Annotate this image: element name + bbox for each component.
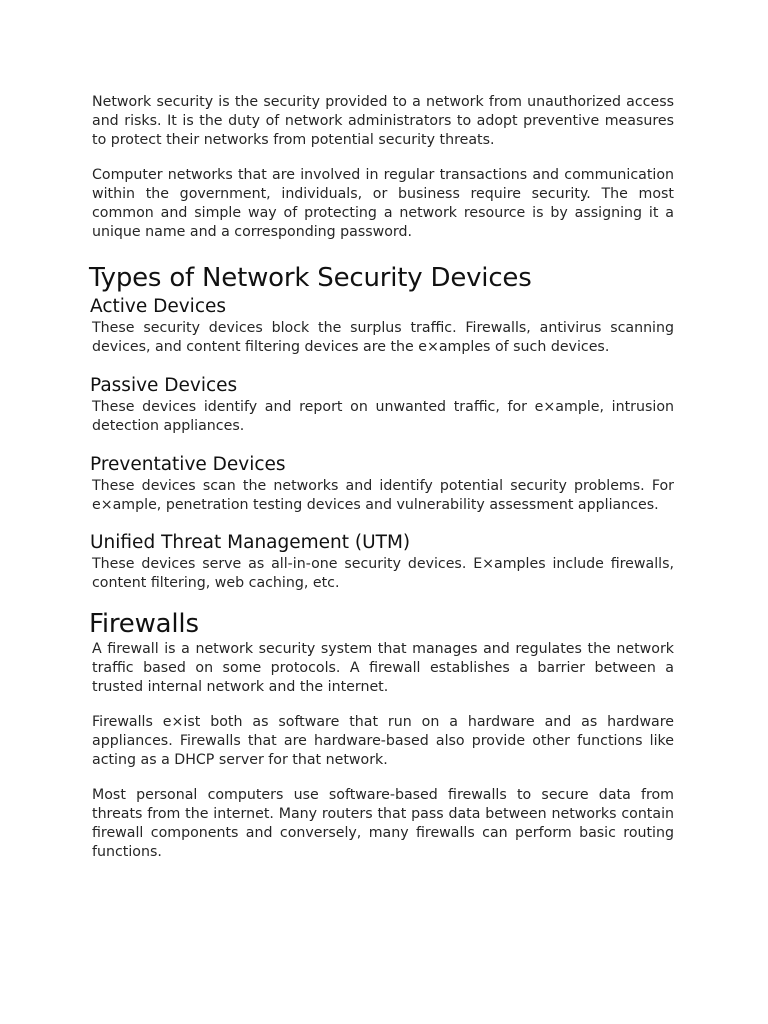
utm-text: These devices serve as all-in-one security devices. E×amples include firewalls, content filtering, web caching, etc. — [92, 556, 674, 591]
active-devices-text: These security devices block the surplus traffic. Firewalls, antivirus scanning devices, and content filtering devices are the e×amples of such devices. — [92, 320, 674, 355]
passive-devices-text: These devices identify and report on unwanted traffic, for e×ample, intrusion detection appliances. — [92, 399, 674, 434]
types-section-heading: Types of Network Security Devices — [89, 263, 532, 293]
document-page — [89, 93, 674, 862]
firewalls-paragraph-1: A firewall is a network security system that manages and regulates the network traffic based on some protocols. A firewall establishes a barrier between a trusted internal network and the internet. — [92, 641, 674, 695]
intro-paragraph-2: Computer networks that are involved in regular transactions and communication within the government, individuals, or business require security. The most common and simple way of protecting a network resource is by assigning it a unique name and a corresponding password. — [92, 167, 674, 240]
passive-devices-heading: Passive Devices — [90, 375, 238, 396]
active-devices-heading: Active Devices — [90, 296, 227, 317]
preventative-devices-text: These devices scan the networks and identify potential security problems. For e×ample, penetration testing devices and vulnerability assessment appliances. — [92, 478, 674, 513]
utm-heading: Unified Threat Management (UTM) — [90, 532, 411, 553]
intro-paragraph-1: Network security is the security provided to a network from unauthorized access and risks. It is the duty of network administrators to adopt preventive measures to protect their networks from potential security threats. — [92, 94, 674, 148]
firewalls-paragraph-3: Most personal computers use software-based firewalls to secure data from threats from the internet. Many routers that pass data between networks contain firewall components and conversely, many firewalls can perform basic routing functions. — [92, 787, 674, 860]
firewalls-paragraph-2: Firewalls e×ist both as software that run on a hardware and as hardware appliances. Firewalls that are hardware-based also provide other functions like acting as a DHCP server for that network. — [92, 714, 674, 768]
preventative-devices-heading: Preventative Devices — [90, 454, 286, 475]
firewalls-section-heading: Firewalls — [89, 609, 199, 639]
